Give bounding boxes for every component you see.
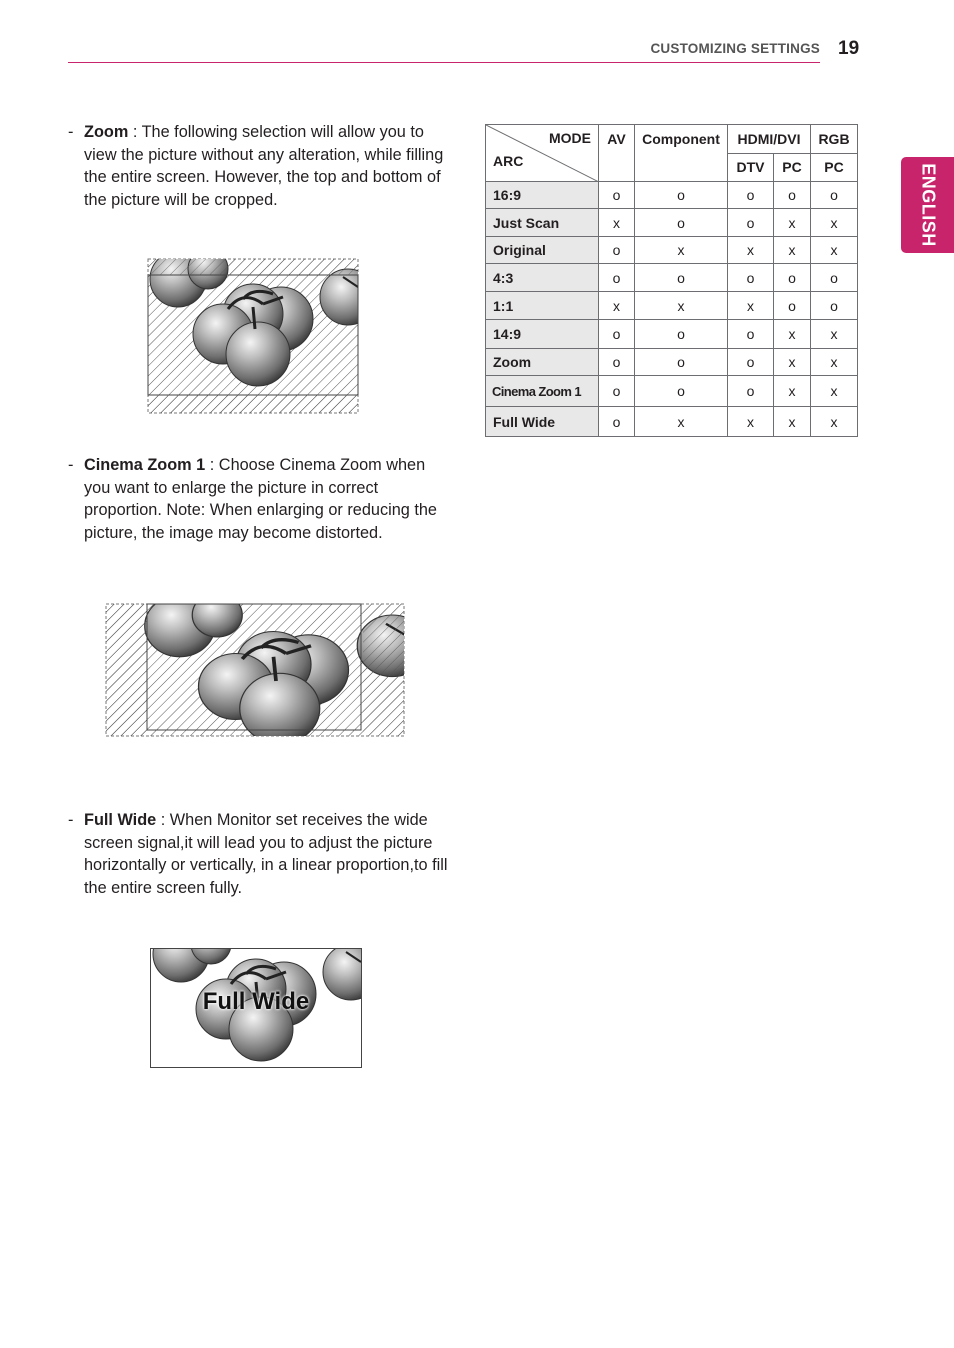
table-cell: x xyxy=(774,407,811,437)
table-row xyxy=(486,407,858,437)
table-cell: x xyxy=(811,376,858,407)
table-cell: o xyxy=(774,264,811,292)
table-cell: o xyxy=(728,320,774,349)
row-label: 4:3 xyxy=(486,264,599,292)
table-cell: x xyxy=(599,292,635,320)
header-component: Component xyxy=(635,125,728,182)
full-wide-text: : When Monitor set receives the wide screen signal,it will lead you to adjust the picture horizontally or vertically, in a linear proportion,to fill the entire screen fully. xyxy=(84,811,448,897)
table-row xyxy=(486,376,858,407)
row-label: Zoom xyxy=(486,349,599,376)
language-tab xyxy=(901,157,954,253)
table-cell: x xyxy=(635,292,728,320)
table-cell: x xyxy=(599,209,635,237)
full-wide-illustration xyxy=(150,948,362,1068)
table-cell: o xyxy=(599,349,635,376)
arc-label: ARC xyxy=(493,153,524,169)
row-label: Original xyxy=(486,237,599,264)
zoom-description xyxy=(68,121,448,211)
table-cell: x xyxy=(774,209,811,237)
header-hdmi-dvi: HDMI/DVI xyxy=(728,125,811,154)
subheader-rgb-pc: PC xyxy=(811,153,858,182)
table-cell: x xyxy=(811,349,858,376)
row-label: 16:9 xyxy=(486,182,599,209)
table-cell: o xyxy=(635,209,728,237)
mode-label: MODE xyxy=(549,130,591,146)
bullet-dash: - xyxy=(68,811,74,829)
table-row xyxy=(486,320,858,349)
subheader-dtv: DTV xyxy=(728,153,774,182)
term-zoom: Zoom xyxy=(84,123,129,141)
row-label: Cinema Zoom 1 xyxy=(486,376,599,407)
page-number: 19 xyxy=(838,38,860,59)
table-row xyxy=(486,349,858,376)
zoom-text: : The following selection will allow you to view the picture without any alteration, while filling the entire screen. However, the top and bottom of the picture will be cropped. xyxy=(84,123,444,209)
table-cell: o xyxy=(599,407,635,437)
table-cell: x xyxy=(635,407,728,437)
table-cell: o xyxy=(599,264,635,292)
table-cell: x xyxy=(774,349,811,376)
cinema-zoom-description xyxy=(68,454,448,544)
header-rgb: RGB xyxy=(811,125,858,154)
table-cell: x xyxy=(774,320,811,349)
table-cell: o xyxy=(728,349,774,376)
table-cell: o xyxy=(728,209,774,237)
term-cinema-zoom: Cinema Zoom 1 xyxy=(84,456,206,474)
row-label: 14:9 xyxy=(486,320,599,349)
table-cell: o xyxy=(635,349,728,376)
header-av: AV xyxy=(599,125,635,182)
row-label: 1:1 xyxy=(486,292,599,320)
table-cell: o xyxy=(774,182,811,209)
table-row xyxy=(486,292,858,320)
row-label: Just Scan xyxy=(486,209,599,237)
zoom-illustration xyxy=(147,258,359,414)
table-cell: x xyxy=(811,320,858,349)
table-cell: o xyxy=(599,376,635,407)
header-divider xyxy=(68,62,820,63)
table-row xyxy=(486,237,858,264)
section-title: CUSTOMIZING SETTINGS xyxy=(650,41,820,56)
table-cell: o xyxy=(728,182,774,209)
table-cell: o xyxy=(599,237,635,264)
table-cell: o xyxy=(728,264,774,292)
table-cell: o xyxy=(811,264,858,292)
table-cell: x xyxy=(774,376,811,407)
full-wide-overlay-label: Full Wide xyxy=(202,988,310,1015)
cinema-zoom-illustration xyxy=(105,603,405,737)
table-cell: o xyxy=(635,182,728,209)
table-cell: o xyxy=(774,292,811,320)
bullet-dash: - xyxy=(68,123,74,141)
row-label: Full Wide xyxy=(486,407,599,437)
table-row xyxy=(486,209,858,237)
table-corner-cell xyxy=(486,125,599,182)
table-cell: x xyxy=(811,209,858,237)
table-row xyxy=(486,182,858,209)
table-cell: o xyxy=(635,376,728,407)
table-cell: o xyxy=(811,292,858,320)
table-cell: x xyxy=(635,237,728,264)
table-cell: o xyxy=(635,264,728,292)
table-cell: o xyxy=(599,320,635,349)
table-cell: x xyxy=(728,407,774,437)
table-cell: x xyxy=(728,292,774,320)
table-row xyxy=(486,264,858,292)
table-cell: x xyxy=(811,237,858,264)
arc-mode-table xyxy=(485,124,858,437)
bullet-dash: - xyxy=(68,456,74,474)
table-cell: x xyxy=(774,237,811,264)
cinema-zoom-text: : Choose Cinema Zoom when you want to enlarge the picture in correct proportion. Note: When enlarging or reducing the picture, the image may become distorted. xyxy=(84,456,437,542)
table-cell: o xyxy=(728,376,774,407)
table-cell: o xyxy=(635,320,728,349)
subheader-pc: PC xyxy=(774,153,811,182)
table-cell: x xyxy=(811,407,858,437)
term-full-wide: Full Wide xyxy=(84,811,157,829)
table-cell: o xyxy=(811,182,858,209)
language-label: ENGLISH xyxy=(918,163,938,247)
table-cell: x xyxy=(728,237,774,264)
full-wide-description xyxy=(68,809,448,899)
table-cell: o xyxy=(599,182,635,209)
